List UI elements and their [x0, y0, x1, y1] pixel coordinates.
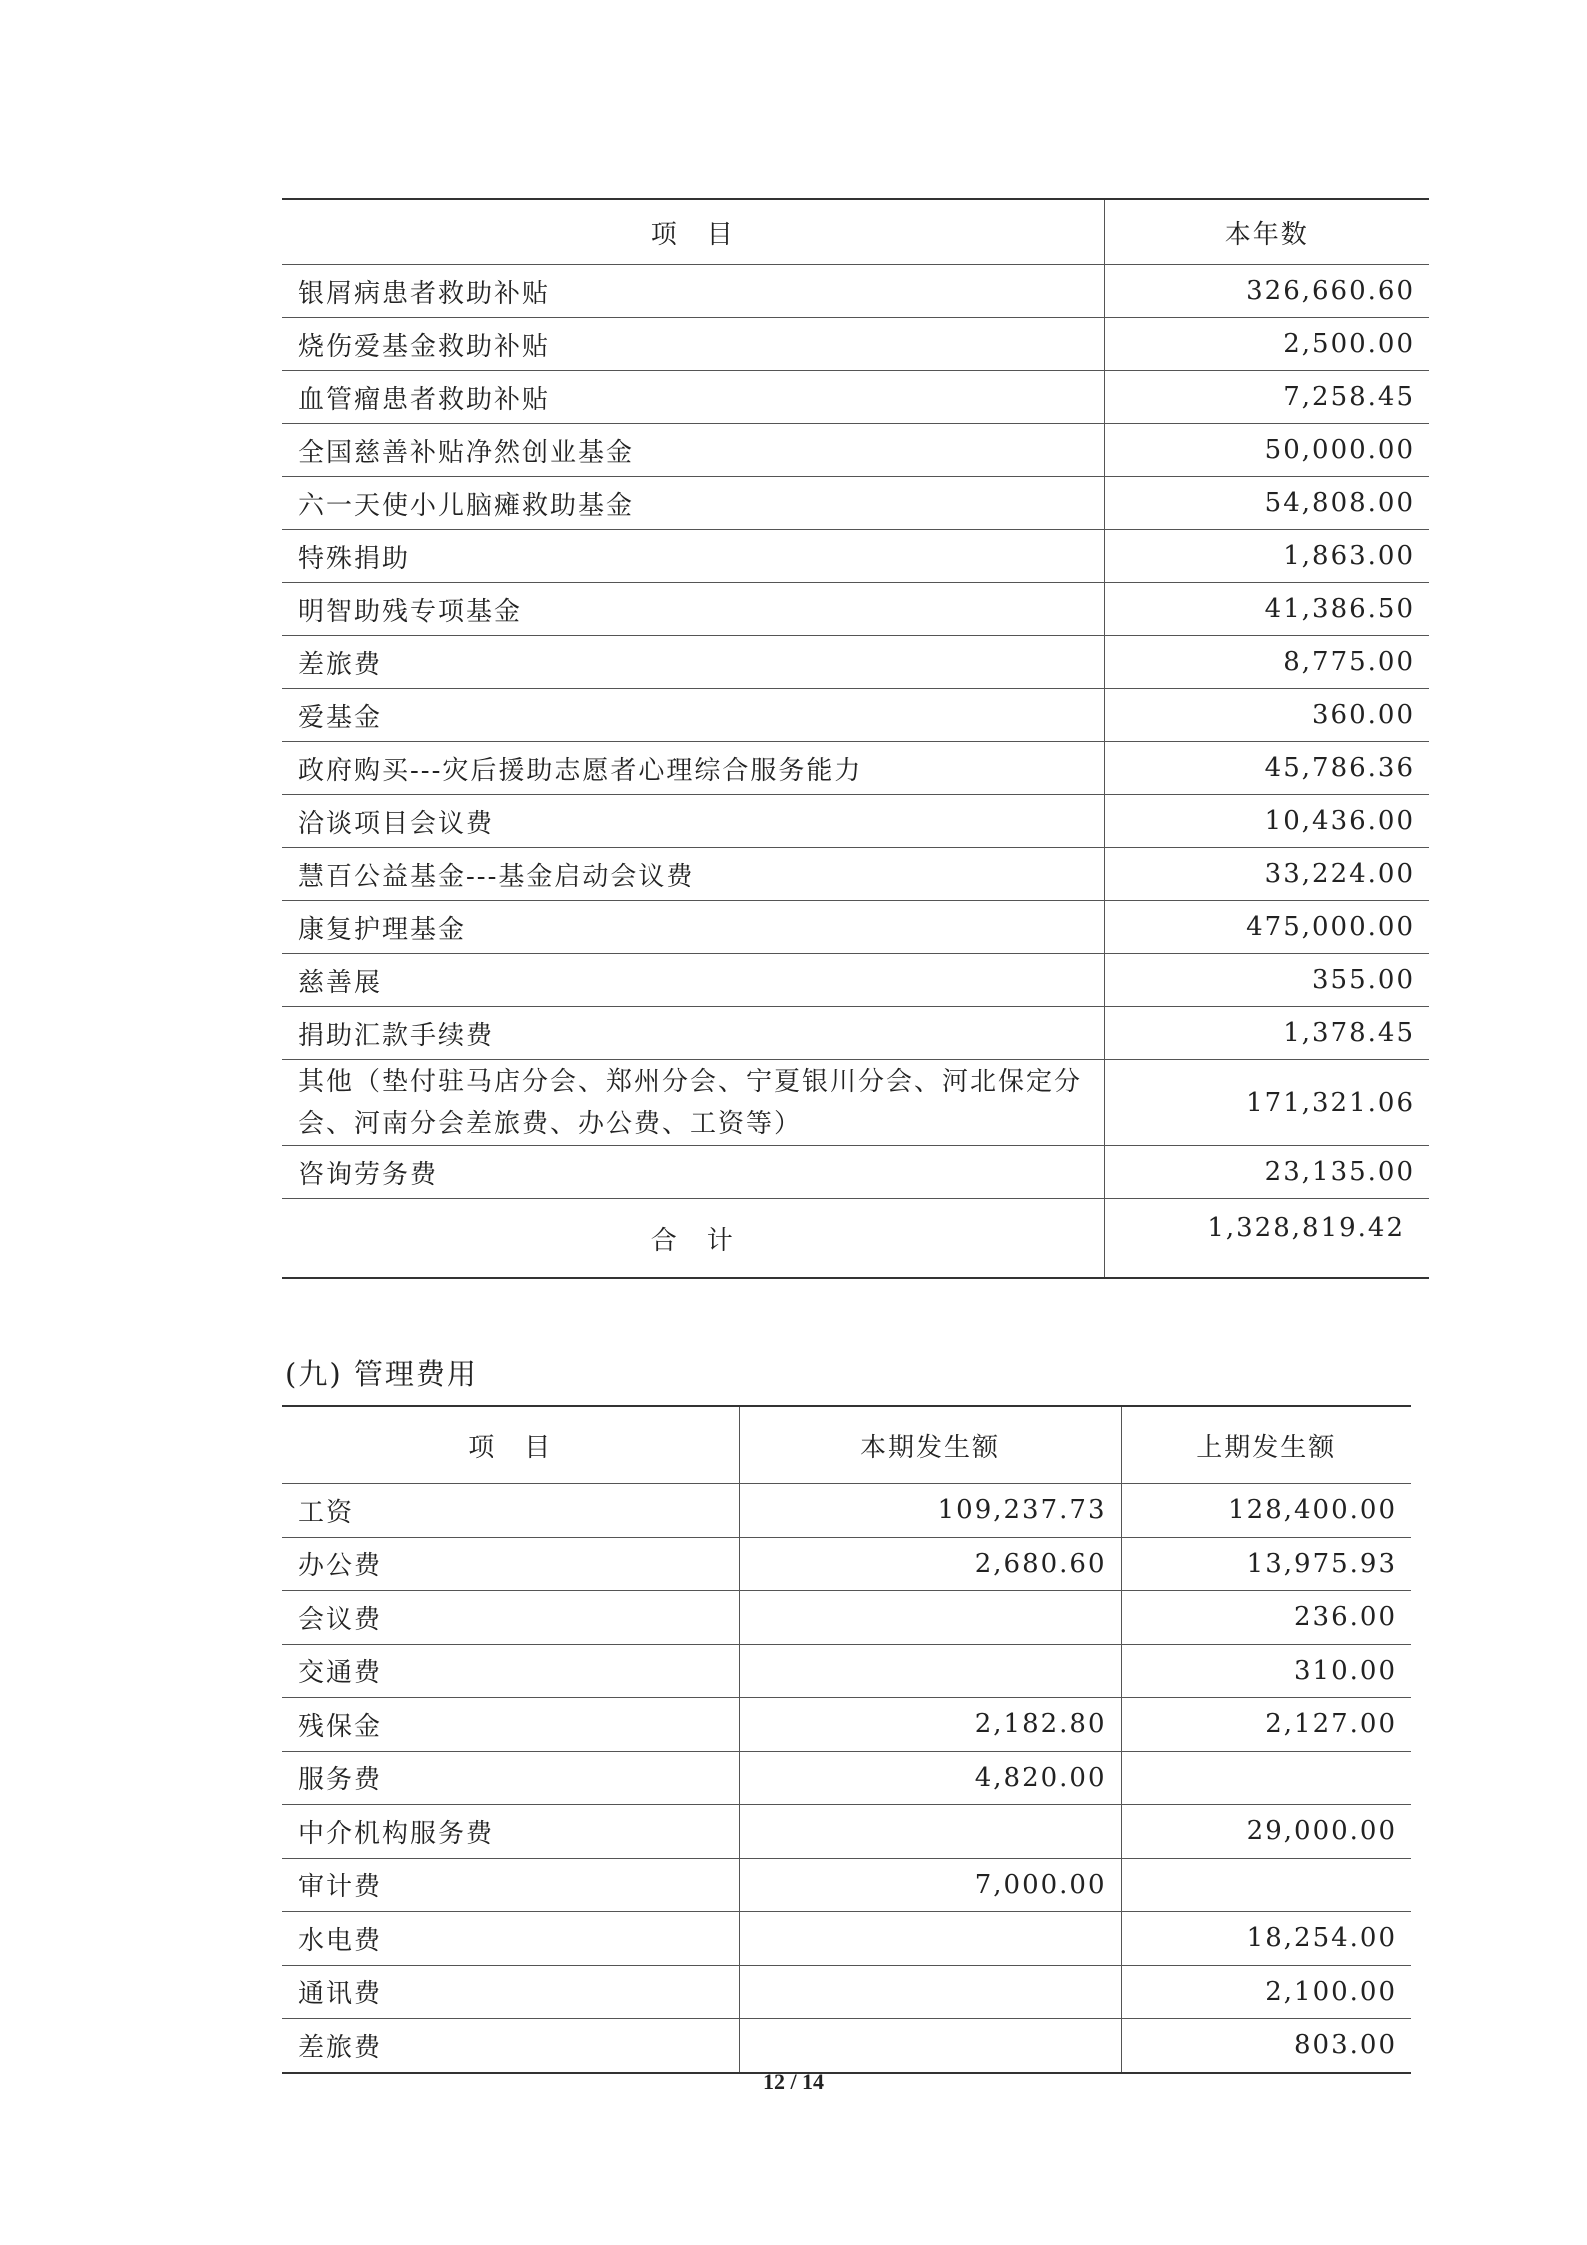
row-label: 中介机构服务费: [282, 1805, 739, 1859]
current-year-column-header: 本年数: [1104, 199, 1429, 265]
page-number: 12 / 14: [762, 2069, 825, 2094]
item-column-header: 项 目: [282, 1406, 739, 1484]
row-label: 会议费: [282, 1591, 739, 1645]
row-label: 其他（垫付驻马店分会、郑州分会、宁夏银川分会、河北保定分会、河南分会差旅费、办公费、工资等）: [282, 1060, 1104, 1146]
row-value: 7,258.45: [1104, 371, 1429, 424]
table-row: [282, 1591, 1411, 1645]
row-label: 交通费: [282, 1644, 739, 1698]
table-row: [282, 1698, 1411, 1752]
row-value: 45,786.36: [1104, 742, 1429, 795]
table-row: [282, 954, 1429, 1007]
row-value: 33,224.00: [1104, 848, 1429, 901]
previous-value: 803.00: [1121, 2019, 1411, 2073]
table-row: [282, 636, 1429, 689]
row-label: 全国慈善补贴净然创业基金: [282, 424, 1104, 477]
current-value: [739, 1644, 1121, 1698]
table-row: [282, 1965, 1411, 2019]
row-label: 康复护理基金: [282, 901, 1104, 954]
donation-expense-table: [282, 198, 1429, 1279]
row-value: 1,378.45: [1104, 1007, 1429, 1060]
table-row: [282, 583, 1429, 636]
row-value: 355.00: [1104, 954, 1429, 1007]
current-value: [739, 1591, 1121, 1645]
previous-period-column-header: 上期发生额: [1121, 1406, 1411, 1484]
row-value: 360.00: [1104, 689, 1429, 742]
previous-value: 29,000.00: [1121, 1805, 1411, 1859]
table-row: [282, 318, 1429, 371]
row-label: 银屑病患者救助补贴: [282, 265, 1104, 318]
previous-value: 13,975.93: [1121, 1537, 1411, 1591]
row-label: 服务费: [282, 1751, 739, 1805]
row-label: 差旅费: [298, 2032, 383, 2063]
table-row: [282, 2019, 1411, 2073]
table-row: [282, 530, 1429, 583]
row-label: 审计费: [282, 1858, 739, 1912]
row-value: 54,808.00: [1104, 477, 1429, 530]
table-row: [282, 265, 1429, 318]
previous-value: 236.00: [1121, 1591, 1411, 1645]
row-value: 171,321.06: [1104, 1060, 1429, 1146]
table-row: [282, 1007, 1429, 1060]
table-row: [282, 795, 1429, 848]
table-row: [282, 1060, 1429, 1146]
current-value: [739, 1965, 1121, 2019]
current-value: 2,680.60: [739, 1537, 1121, 1591]
row-value: 50,000.00: [1104, 424, 1429, 477]
row-label: 洽谈项目会议费: [282, 795, 1104, 848]
current-value: [739, 1805, 1121, 1859]
row-value: 475,000.00: [1104, 901, 1429, 954]
current-value: 2,182.80: [739, 1698, 1121, 1752]
row-value: 41,386.50: [1104, 583, 1429, 636]
total-label: 合 计: [650, 1225, 735, 1256]
total-row: [282, 1199, 1429, 1279]
row-label: 特殊捐助: [282, 530, 1104, 583]
previous-value: [1121, 1858, 1411, 1912]
current-value: [739, 1912, 1121, 1966]
table-header-row: [282, 1406, 1411, 1484]
row-label: 明智助残专项基金: [282, 583, 1104, 636]
table-row: [282, 1912, 1411, 1966]
current-value: [739, 2019, 1121, 2073]
row-label: 捐助汇款手续费: [282, 1007, 1104, 1060]
previous-value: 18,254.00: [1121, 1912, 1411, 1966]
item-column-header: 项 目: [282, 199, 1104, 265]
row-value: 10,436.00: [1104, 795, 1429, 848]
previous-value: 2,127.00: [1121, 1698, 1411, 1752]
table-row: [282, 1805, 1411, 1859]
table-row: [282, 742, 1429, 795]
row-label: 办公费: [282, 1537, 739, 1591]
row-label: 血管瘤患者救助补贴: [282, 371, 1104, 424]
row-value: 326,660.60: [1104, 265, 1429, 318]
row-value: 23,135.00: [1104, 1146, 1429, 1199]
row-label: 残保金: [282, 1698, 739, 1752]
row-value: 8,775.00: [1104, 636, 1429, 689]
row-value: 2,500.00: [1104, 318, 1429, 371]
row-label: 烧伤爱基金救助补贴: [282, 318, 1104, 371]
row-label: 慧百公益基金---基金启动会议费: [282, 848, 1104, 901]
table-row: [282, 1537, 1411, 1591]
table-row: [282, 901, 1429, 954]
row-label: 爱基金: [282, 689, 1104, 742]
table-row: [282, 371, 1429, 424]
row-label: 六一天使小儿脑瘫救助基金: [282, 477, 1104, 530]
table-row: [282, 477, 1429, 530]
table-row: [282, 1644, 1411, 1698]
previous-value: [1121, 1751, 1411, 1805]
section-title: (九) 管理费用: [285, 1357, 478, 1391]
table-row: [282, 1751, 1411, 1805]
table-header-row: [282, 199, 1429, 265]
current-value: 7,000.00: [739, 1858, 1121, 1912]
previous-value: 310.00: [1121, 1644, 1411, 1698]
table-row: [282, 848, 1429, 901]
row-label: 工资: [282, 1484, 739, 1538]
previous-value: 2,100.00: [1121, 1965, 1411, 2019]
row-label: 慈善展: [282, 954, 1104, 1007]
table-row: [282, 1146, 1429, 1199]
previous-value: 128,400.00: [1121, 1484, 1411, 1538]
total-value: 1,328,819.42: [1104, 1199, 1429, 1279]
current-period-column-header: 本期发生额: [739, 1406, 1121, 1484]
current-value: 4,820.00: [739, 1751, 1121, 1805]
table-row: [282, 1484, 1411, 1538]
table-row: [282, 689, 1429, 742]
row-label: 咨询劳务费: [282, 1146, 1104, 1199]
row-label: 差旅费: [282, 636, 1104, 689]
management-expense-table: [282, 1405, 1411, 2074]
row-label: 水电费: [282, 1912, 739, 1966]
row-label: 通讯费: [282, 1965, 739, 2019]
table-row: [282, 424, 1429, 477]
table-row: [282, 1858, 1411, 1912]
row-value: 1,863.00: [1104, 530, 1429, 583]
current-value: 109,237.73: [739, 1484, 1121, 1538]
row-label: 政府购买---灾后援助志愿者心理综合服务能力: [282, 742, 1104, 795]
